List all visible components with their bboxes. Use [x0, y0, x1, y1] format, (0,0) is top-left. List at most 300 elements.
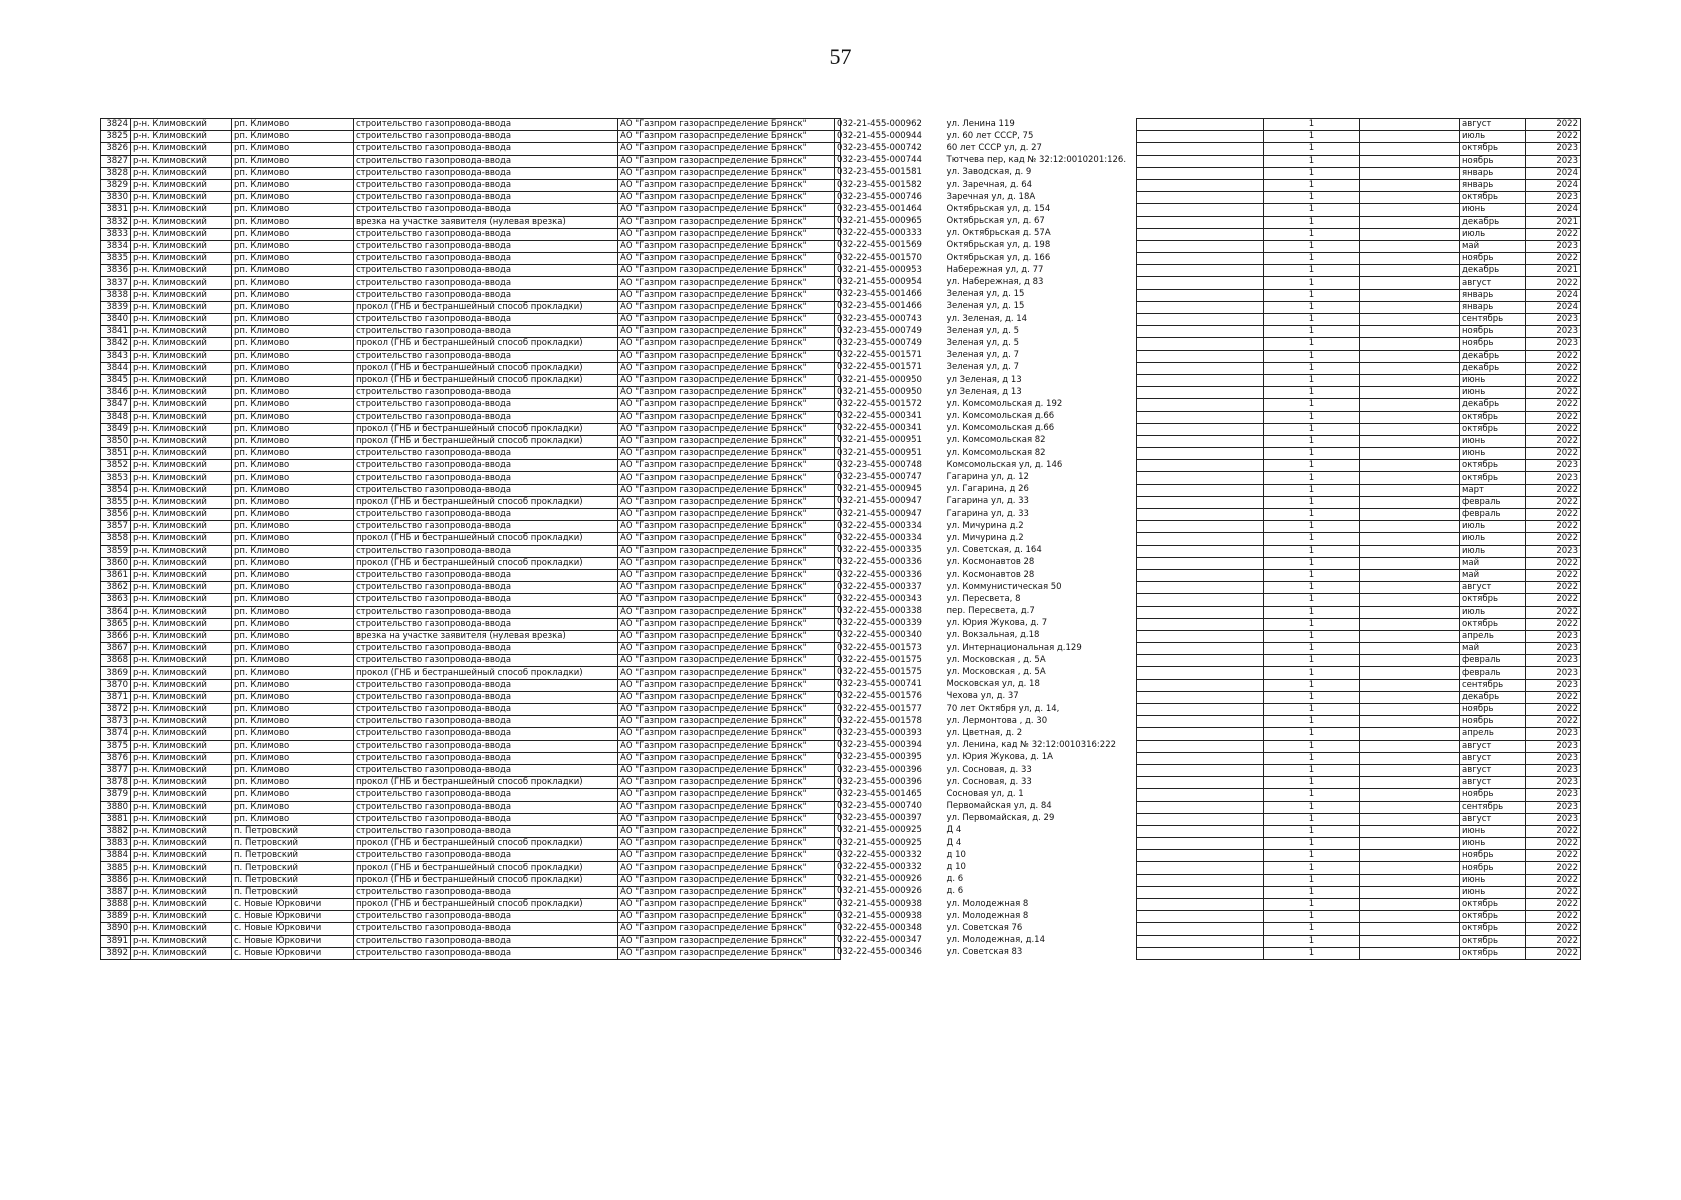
- table-row: [1137, 728, 1581, 740]
- year-cell: 2022: [1526, 557, 1581, 569]
- address-cell: Октябрьская ул, д. 67: [946, 216, 1045, 227]
- locality-cell: рп. Климово: [232, 789, 354, 801]
- page-number: 57: [829, 44, 852, 69]
- address-cell: ул. Интернациональная д.129: [946, 642, 1082, 653]
- year-cell: 2023: [1526, 789, 1581, 801]
- application-code-cell: 032-22-455-000336: [835, 569, 941, 581]
- empty-cell: [1360, 643, 1460, 655]
- organization-cell: АО "Газпром газораспределение Брянск": [618, 289, 841, 301]
- table-row: [1137, 643, 1581, 655]
- organization-cell: АО "Газпром газораспределение Брянск": [618, 119, 841, 131]
- locality-cell: рп. Климово: [232, 618, 354, 630]
- locality-cell: рп. Климово: [232, 301, 354, 313]
- district-cell: р-н. Климовский: [131, 862, 232, 874]
- table-row: [835, 276, 1135, 288]
- address-cell: ул. Коммунистическая 50: [946, 581, 1062, 592]
- organization-cell: АО "Газпром газораспределение Брянск": [618, 472, 841, 484]
- application-code-cell: 032-23-455-001466: [835, 289, 941, 301]
- row-number: 3875: [101, 740, 131, 752]
- table-row: [835, 118, 1135, 130]
- locality-cell: рп. Климово: [232, 667, 354, 679]
- month-cell: октябрь: [1460, 472, 1526, 484]
- quantity-cell: 1: [1264, 289, 1360, 301]
- organization-cell: АО "Газпром газораспределение Брянск": [618, 179, 841, 191]
- district-cell: р-н. Климовский: [131, 606, 232, 618]
- organization-cell: АО "Газпром газораспределение Брянск": [618, 947, 841, 959]
- locality-cell: рп. Климово: [232, 423, 354, 435]
- table-row: [101, 362, 841, 374]
- application-code-cell: 032-23-455-001466: [835, 301, 941, 313]
- quantity-cell: 1: [1264, 716, 1360, 728]
- year-cell: 2022: [1526, 874, 1581, 886]
- district-cell: р-н. Климовский: [131, 667, 232, 679]
- district-cell: р-н. Климовский: [131, 374, 232, 386]
- table-row: [1137, 167, 1581, 179]
- empty-cell: [1137, 947, 1264, 959]
- application-code-cell: 032-21-455-000944: [835, 130, 941, 142]
- month-cell: ноябрь: [1460, 850, 1526, 862]
- empty-cell: [1137, 204, 1264, 216]
- address-cell: ул. Ленина 119: [946, 118, 1015, 129]
- quantity-cell: 1: [1264, 350, 1360, 362]
- row-number: 3837: [101, 277, 131, 289]
- table-row: [835, 423, 1135, 435]
- table-row: [1137, 326, 1581, 338]
- district-cell: р-н. Климовский: [131, 655, 232, 667]
- organization-cell: АО "Газпром газораспределение Брянск": [618, 521, 841, 533]
- application-code-cell: 032-22-455-000341: [835, 411, 941, 423]
- table-row: [835, 752, 1135, 764]
- year-cell: 2023: [1526, 192, 1581, 204]
- empty-cell: [1360, 301, 1460, 313]
- month-cell: июнь: [1460, 387, 1526, 399]
- address-cell: ул. Комсомольская д. 192: [946, 398, 1063, 409]
- quantity-cell: 1: [1264, 874, 1360, 886]
- table-row: [835, 861, 1135, 873]
- district-cell: р-н. Климовский: [131, 911, 232, 923]
- year-cell: 2022: [1526, 399, 1581, 411]
- application-code-cell: 032-22-455-001572: [835, 398, 941, 410]
- district-cell: р-н. Климовский: [131, 704, 232, 716]
- month-cell: декабрь: [1460, 362, 1526, 374]
- address-cell: ул. Пересвета, 8: [946, 593, 1021, 604]
- locality-cell: рп. Климово: [232, 691, 354, 703]
- table-row: [101, 484, 841, 496]
- work-type-cell: строительство газопровода-ввода: [354, 472, 618, 484]
- empty-cell: [1137, 886, 1264, 898]
- locality-cell: рп. Климово: [232, 204, 354, 216]
- year-cell: 2022: [1526, 911, 1581, 923]
- month-cell: октябрь: [1460, 143, 1526, 155]
- organization-cell: АО "Газпром газораспределение Брянск": [618, 789, 841, 801]
- table-row: [1137, 472, 1581, 484]
- organization-cell: АО "Газпром газораспределение Брянск": [618, 533, 841, 545]
- table-row: [835, 727, 1135, 739]
- organization-cell: АО "Газпром газораспределение Брянск": [618, 204, 841, 216]
- organization-cell: АО "Газпром газораспределение Брянск": [618, 374, 841, 386]
- application-code-cell: 032-21-455-000965: [835, 216, 941, 228]
- row-number: 3854: [101, 484, 131, 496]
- month-cell: октябрь: [1460, 935, 1526, 947]
- quantity-cell: 1: [1264, 594, 1360, 606]
- organization-cell: АО "Газпром газораспределение Брянск": [618, 216, 841, 228]
- application-code-cell: 032-22-455-001575: [835, 666, 941, 678]
- work-type-cell: строительство газопровода-ввода: [354, 752, 618, 764]
- organization-cell: АО "Газпром газораспределение Брянск": [618, 301, 841, 313]
- row-number: 3867: [101, 643, 131, 655]
- organization-cell: АО "Газпром газораспределение Брянск": [618, 679, 841, 691]
- year-cell: 2022: [1526, 569, 1581, 581]
- month-cell: октябрь: [1460, 594, 1526, 606]
- empty-cell: [1137, 874, 1264, 886]
- table-row: [1137, 314, 1581, 326]
- locality-cell: рп. Климово: [232, 387, 354, 399]
- month-cell: сентябрь: [1460, 679, 1526, 691]
- year-cell: 2023: [1526, 655, 1581, 667]
- year-cell: 2022: [1526, 374, 1581, 386]
- work-type-cell: строительство газопровода-ввода: [354, 265, 618, 277]
- month-cell: август: [1460, 764, 1526, 776]
- row-number: 3886: [101, 874, 131, 886]
- row-number: 3878: [101, 777, 131, 789]
- month-cell: ноябрь: [1460, 716, 1526, 728]
- month-cell: январь: [1460, 289, 1526, 301]
- organization-cell: АО "Газпром газораспределение Брянск": [618, 862, 841, 874]
- table-row: [835, 654, 1135, 666]
- month-cell: июль: [1460, 521, 1526, 533]
- table-row: [101, 643, 841, 655]
- row-number: 3870: [101, 679, 131, 691]
- empty-cell: [1360, 899, 1460, 911]
- table-row: [101, 789, 841, 801]
- application-code-cell: 032-22-455-001577: [835, 703, 941, 715]
- year-cell: 2022: [1526, 850, 1581, 862]
- application-code-cell: 032-22-455-000347: [835, 935, 941, 947]
- locality-cell: рп. Климово: [232, 752, 354, 764]
- row-number: 3834: [101, 240, 131, 252]
- district-cell: р-н. Климовский: [131, 838, 232, 850]
- table-row: [835, 411, 1135, 423]
- table-row: [101, 777, 841, 789]
- locality-cell: п. Петровский: [232, 850, 354, 862]
- quantity-cell: 1: [1264, 472, 1360, 484]
- quantity-cell: 1: [1264, 838, 1360, 850]
- table-row: [1137, 838, 1581, 850]
- work-type-cell: строительство газопровода-ввода: [354, 643, 618, 655]
- quantity-cell: 1: [1264, 435, 1360, 447]
- locality-cell: рп. Климово: [232, 179, 354, 191]
- month-cell: июнь: [1460, 838, 1526, 850]
- district-cell: р-н. Климовский: [131, 557, 232, 569]
- empty-cell: [1360, 618, 1460, 630]
- year-cell: 2022: [1526, 131, 1581, 143]
- application-code-cell: 032-22-455-000333: [835, 228, 941, 240]
- table-row: [835, 825, 1135, 837]
- month-cell: август: [1460, 752, 1526, 764]
- row-number: 3843: [101, 350, 131, 362]
- table-row: [101, 935, 841, 947]
- year-cell: 2023: [1526, 801, 1581, 813]
- quantity-cell: 1: [1264, 850, 1360, 862]
- row-number: 3845: [101, 374, 131, 386]
- empty-cell: [1137, 350, 1264, 362]
- application-code-cell: 032-22-455-001571: [835, 350, 941, 362]
- empty-cell: [1137, 643, 1264, 655]
- year-cell: 2022: [1526, 899, 1581, 911]
- district-cell: р-н. Климовский: [131, 899, 232, 911]
- organization-cell: АО "Газпром газораспределение Брянск": [618, 838, 841, 850]
- work-type-cell: прокол (ГНБ и бестраншейный способ прокладки): [354, 374, 618, 386]
- empty-cell: [1360, 923, 1460, 935]
- address-cell: пер. Пересвета, д.7: [946, 606, 1035, 617]
- work-type-cell: строительство газопровода-ввода: [354, 923, 618, 935]
- month-cell: май: [1460, 240, 1526, 252]
- empty-cell: [1360, 496, 1460, 508]
- district-cell: р-н. Климовский: [131, 399, 232, 411]
- table-row: [101, 899, 841, 911]
- empty-cell: [1360, 289, 1460, 301]
- locality-cell: рп. Климово: [232, 533, 354, 545]
- application-code-cell: 032-21-455-000954: [835, 276, 941, 288]
- locality-cell: с. Новые Юрковичи: [232, 935, 354, 947]
- empty-cell: [1360, 204, 1460, 216]
- locality-cell: рп. Климово: [232, 801, 354, 813]
- year-cell: 2023: [1526, 764, 1581, 776]
- year-cell: 2023: [1526, 240, 1581, 252]
- year-cell: 2023: [1526, 326, 1581, 338]
- table-row: [101, 582, 841, 594]
- table-row: [101, 509, 841, 521]
- work-type-cell: строительство газопровода-ввода: [354, 825, 618, 837]
- month-cell: июль: [1460, 545, 1526, 557]
- row-number: 3856: [101, 509, 131, 521]
- locality-cell: рп. Климово: [232, 314, 354, 326]
- quantity-cell: 1: [1264, 204, 1360, 216]
- year-cell: 2022: [1526, 423, 1581, 435]
- address-cell: ул. Гагарина, д 26: [946, 484, 1029, 495]
- address-cell: ул. Комсомольская д.66: [946, 411, 1055, 422]
- row-number: 3826: [101, 143, 131, 155]
- table-row: [1137, 850, 1581, 862]
- address-cell: д. 6: [946, 874, 964, 885]
- empty-cell: [1137, 119, 1264, 131]
- organization-cell: АО "Газпром газораспределение Брянск": [618, 728, 841, 740]
- quantity-cell: 1: [1264, 801, 1360, 813]
- quantity-cell: 1: [1264, 545, 1360, 557]
- year-cell: 2022: [1526, 582, 1581, 594]
- table-row: [1137, 545, 1581, 557]
- table-row: [101, 704, 841, 716]
- row-number: 3890: [101, 923, 131, 935]
- organization-cell: АО "Газпром газораспределение Брянск": [618, 569, 841, 581]
- month-cell: февраль: [1460, 496, 1526, 508]
- table-row: [101, 557, 841, 569]
- work-type-cell: строительство газопровода-ввода: [354, 326, 618, 338]
- locality-cell: рп. Климово: [232, 448, 354, 460]
- address-cell: Октябрьская ул, д. 154: [946, 203, 1051, 214]
- organization-cell: АО "Газпром газораспределение Брянск": [618, 277, 841, 289]
- year-cell: 2023: [1526, 777, 1581, 789]
- district-cell: р-н. Климовский: [131, 947, 232, 959]
- empty-cell: [1137, 399, 1264, 411]
- application-code-cell: 032-23-455-001465: [835, 788, 941, 800]
- district-cell: р-н. Климовский: [131, 691, 232, 703]
- work-type-cell: строительство газопровода-ввода: [354, 935, 618, 947]
- row-number: 3832: [101, 216, 131, 228]
- organization-cell: АО "Газпром газораспределение Брянск": [618, 606, 841, 618]
- empty-cell: [1137, 740, 1264, 752]
- locality-cell: рп. Климово: [232, 521, 354, 533]
- table-row: [101, 594, 841, 606]
- locality-cell: рп. Климово: [232, 679, 354, 691]
- table-row: [1137, 923, 1581, 935]
- address-cell: ул. Комсомольская 82: [946, 435, 1046, 446]
- organization-cell: АО "Газпром газораспределение Брянск": [618, 667, 841, 679]
- table-row: [1137, 825, 1581, 837]
- organization-cell: АО "Газпром газораспределение Брянск": [618, 655, 841, 667]
- empty-cell: [1360, 423, 1460, 435]
- year-cell: 2023: [1526, 679, 1581, 691]
- work-type-cell: прокол (ГНБ и бестраншейный способ прокладки): [354, 338, 618, 350]
- application-code-cell: 032-23-455-000394: [835, 740, 941, 752]
- row-number: 3849: [101, 423, 131, 435]
- table-row: [835, 301, 1135, 313]
- application-code-cell: 032-22-455-001573: [835, 642, 941, 654]
- table-row: [835, 715, 1135, 727]
- application-code-cell: 032-21-455-000925: [835, 825, 941, 837]
- locality-cell: рп. Климово: [232, 253, 354, 265]
- row-number: 3836: [101, 265, 131, 277]
- district-cell: р-н. Климовский: [131, 545, 232, 557]
- empty-cell: [1137, 326, 1264, 338]
- district-cell: р-н. Климовский: [131, 167, 232, 179]
- year-cell: 2022: [1526, 704, 1581, 716]
- locality-cell: рп. Климово: [232, 338, 354, 350]
- application-code-cell: 032-23-455-000740: [835, 801, 941, 813]
- empty-cell: [1360, 777, 1460, 789]
- table-row: [835, 679, 1135, 691]
- table-row: [101, 472, 841, 484]
- district-cell: р-н. Климовский: [131, 594, 232, 606]
- locality-cell: п. Петровский: [232, 862, 354, 874]
- application-code-cell: 032-22-455-001578: [835, 715, 941, 727]
- work-type-cell: строительство газопровода-ввода: [354, 728, 618, 740]
- table-row: [835, 435, 1135, 447]
- application-code-cell: 032-22-455-000334: [835, 520, 941, 532]
- table-row: [101, 119, 841, 131]
- address-cell: ул. Комсомольская д.66: [946, 423, 1055, 434]
- row-number: 3824: [101, 119, 131, 131]
- address-cell: д 10: [946, 862, 966, 873]
- work-type-cell: строительство газопровода-ввода: [354, 679, 618, 691]
- district-cell: р-н. Климовский: [131, 387, 232, 399]
- month-cell: декабрь: [1460, 265, 1526, 277]
- table-row: [1137, 179, 1581, 191]
- empty-cell: [1360, 691, 1460, 703]
- application-code-cell: 032-21-455-000950: [835, 374, 941, 386]
- row-number: 3877: [101, 764, 131, 776]
- row-number: 3888: [101, 899, 131, 911]
- locality-cell: рп. Климово: [232, 411, 354, 423]
- month-cell: ноябрь: [1460, 789, 1526, 801]
- empty-cell: [1137, 630, 1264, 642]
- month-cell: октябрь: [1460, 911, 1526, 923]
- address-cell: ул. Заречная, д. 64: [946, 179, 1033, 190]
- address-cell: Первомайская ул, д. 84: [946, 801, 1052, 812]
- organization-cell: АО "Газпром газораспределение Брянск": [618, 935, 841, 947]
- table-row: [835, 520, 1135, 532]
- empty-cell: [1137, 899, 1264, 911]
- district-cell: р-н. Климовский: [131, 435, 232, 447]
- quantity-cell: 1: [1264, 704, 1360, 716]
- table-row: [101, 253, 841, 265]
- work-type-cell: строительство газопровода-ввода: [354, 947, 618, 959]
- month-cell: август: [1460, 277, 1526, 289]
- table-row: [835, 228, 1135, 240]
- address-cell: ул. Цветная, д. 2: [946, 727, 1023, 738]
- district-cell: р-н. Климовский: [131, 179, 232, 191]
- locality-cell: рп. Климово: [232, 764, 354, 776]
- table-row: [1137, 448, 1581, 460]
- month-cell: февраль: [1460, 509, 1526, 521]
- district-cell: р-н. Климовский: [131, 752, 232, 764]
- empty-cell: [1360, 557, 1460, 569]
- table-row: [1137, 399, 1581, 411]
- table-row: [1137, 679, 1581, 691]
- empty-cell: [1360, 728, 1460, 740]
- address-cell: Сосновая ул, д. 1: [946, 788, 1024, 799]
- organization-cell: АО "Газпром газораспределение Брянск": [618, 911, 841, 923]
- district-cell: р-н. Климовский: [131, 192, 232, 204]
- organization-cell: АО "Газпром газораспределение Брянск": [618, 399, 841, 411]
- work-type-cell: строительство газопровода-ввода: [354, 289, 618, 301]
- empty-cell: [1360, 569, 1460, 581]
- empty-cell: [1137, 496, 1264, 508]
- table-row: [101, 411, 841, 423]
- organization-cell: АО "Газпром газораспределение Брянск": [618, 435, 841, 447]
- quantity-cell: 1: [1264, 777, 1360, 789]
- table-row: [101, 886, 841, 898]
- quantity-cell: 1: [1264, 423, 1360, 435]
- table-row: [835, 130, 1135, 142]
- month-cell: январь: [1460, 167, 1526, 179]
- row-number: 3860: [101, 557, 131, 569]
- month-cell: ноябрь: [1460, 338, 1526, 350]
- table-row: [835, 642, 1135, 654]
- row-number: 3882: [101, 825, 131, 837]
- application-code-cell: 032-22-455-000341: [835, 423, 941, 435]
- row-number: 3861: [101, 569, 131, 581]
- empty-cell: [1137, 216, 1264, 228]
- table-row: [101, 630, 841, 642]
- locality-cell: с. Новые Юрковичи: [232, 923, 354, 935]
- empty-cell: [1360, 460, 1460, 472]
- empty-cell: [1137, 240, 1264, 252]
- empty-cell: [1137, 265, 1264, 277]
- application-code-cell: 032-23-455-000396: [835, 776, 941, 788]
- empty-cell: [1360, 119, 1460, 131]
- year-cell: 2022: [1526, 496, 1581, 508]
- application-code-cell: 032-23-455-000395: [835, 752, 941, 764]
- year-cell: 2022: [1526, 448, 1581, 460]
- district-cell: р-н. Климовский: [131, 448, 232, 460]
- table-row: [1137, 911, 1581, 923]
- table-row: [835, 264, 1135, 276]
- empty-cell: [1137, 691, 1264, 703]
- empty-cell: [1137, 192, 1264, 204]
- address-cell: 70 лет Октября ул, д. 14,: [946, 703, 1060, 714]
- address-cell: Чехова ул, д. 37: [946, 691, 1019, 702]
